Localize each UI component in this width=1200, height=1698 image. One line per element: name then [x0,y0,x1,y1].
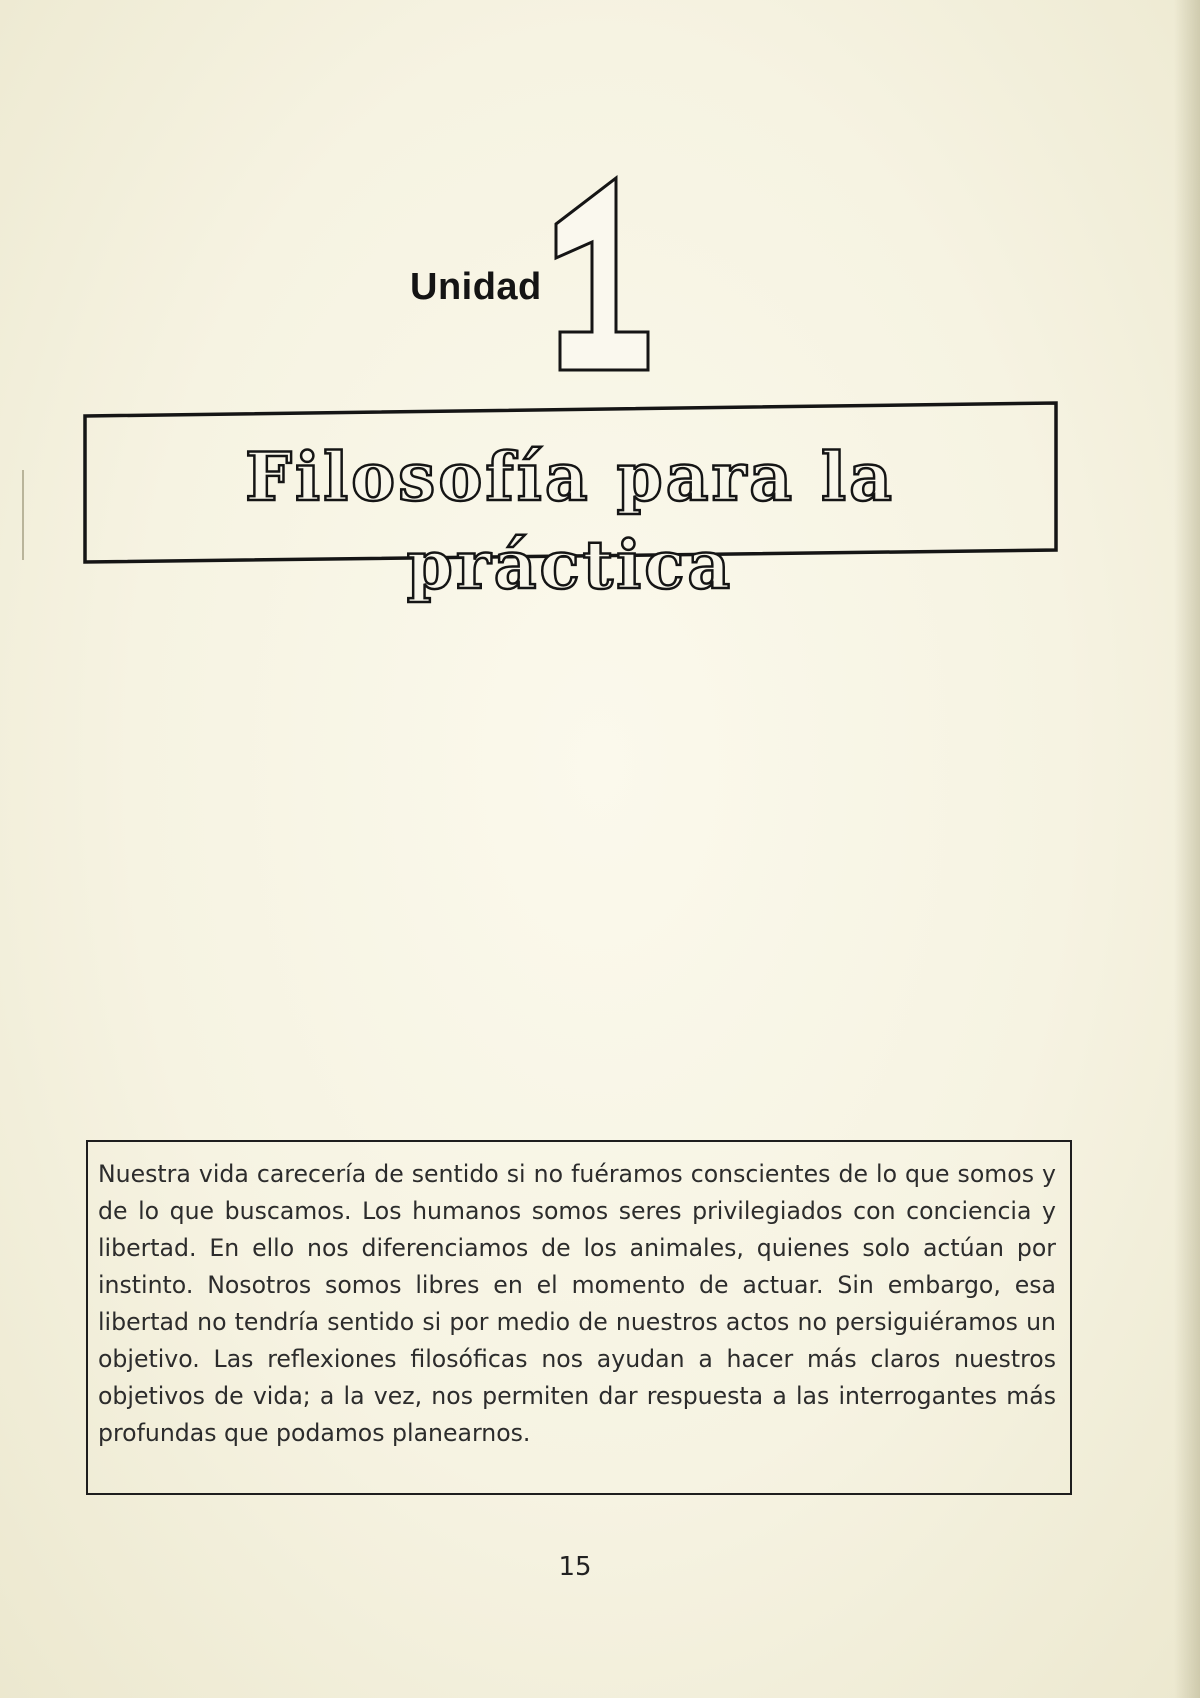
binding-mark [22,470,24,560]
page-edge-shadow [1174,0,1200,1698]
page-number: 15 [558,1552,592,1582]
intro-paragraph-box [86,1140,1072,1495]
unit-number-outline [548,172,658,382]
intro-paragraph: Nuestra vida carecería de sentido si no fuéramos conscientes de lo que somos y de lo que buscamos. Los humanos somos seres privilegiados con conciencia y libertad. En ello nos diferenciamos de los animales, quienes solo actúan por instinto. Nosotros somos libres en el momento de actuar. Sin embargo, esa libertad no tendría sentido si por medio de nuestros actos no persiguiéramos un objetivo. Las reflexiones filosóficas nos ayudan a hacer más claros nuestros objetivos de vida; a la vez, nos permiten dar respuesta a las interrogantes más profundas que podamos planearnos. [98,1160,1056,1447]
chapter-title: Filosofía para la práctica [245,438,895,604]
unit-label: Unidad [410,266,542,308]
